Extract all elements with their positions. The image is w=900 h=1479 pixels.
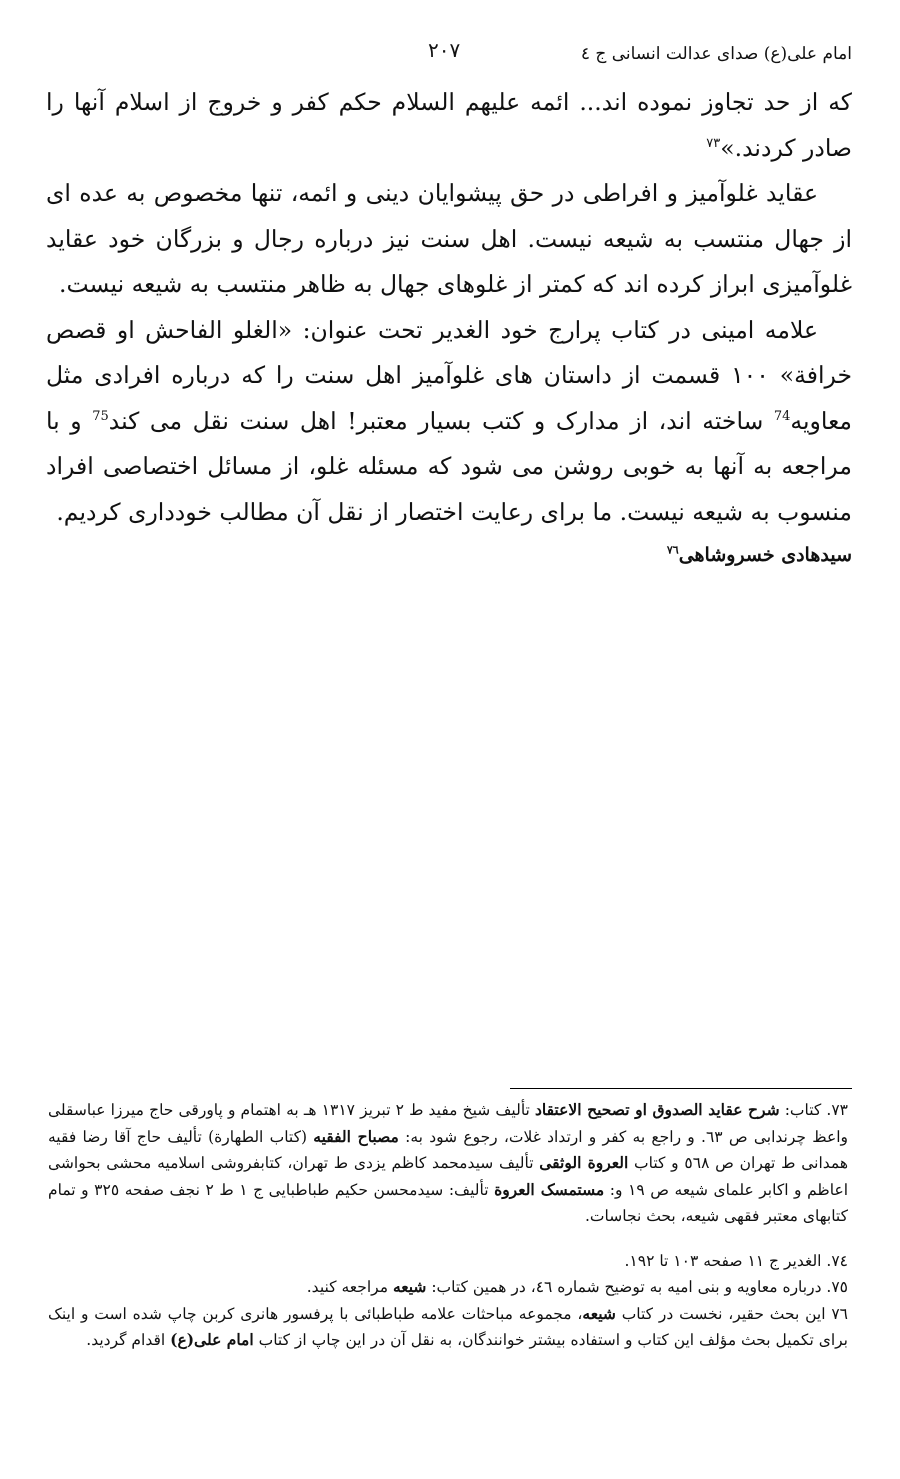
footnote-75-text: ٧٥. درباره معاویه و بنی امیه به توضیح شماره ٤٦، در همین کتاب:: [426, 1278, 848, 1296]
running-title: امام علی(ع) صدای عدالت انسانی ج ٤: [580, 44, 852, 64]
footnote-76-text: ٧٦ این بحث حقیر، نخست در کتاب: [615, 1304, 848, 1323]
footnote-75: [48, 1274, 848, 1301]
footnote-divider: [510, 1088, 852, 1089]
footnote-76-book-title: امام علی(ع): [170, 1330, 254, 1349]
footnote-73-text: تألیف شیخ مفید ط ٢ تبریز ١٣١٧ هـ به اهتمام و پاورقی حاج میرزا عباسقلی واعظ چرندابی ص ٦٣. و راجع به کفر و ارتداد غلات، رجوع شود به:: [48, 1101, 848, 1146]
footnote-73-book-title: شرح عقاید الصدوق او تصحیح الاعتقاد: [534, 1100, 780, 1119]
author-signature: [46, 535, 852, 575]
footnote-74: ٧٤. الغدیر ج ١١ صفحه ١٠٣ تا ١٩٢.: [624, 1251, 848, 1270]
footnote-ref-75: 75: [92, 408, 109, 424]
footnotes: [48, 1097, 848, 1354]
page-header: [0, 38, 900, 74]
page-number: ٢٠٧: [428, 38, 461, 62]
footnote-ref-73: ٧٣: [706, 135, 721, 151]
footnote-73-text: تألیف سیدمحمد کاظم یزدی ط تهران، کتابفروشی اسلامیه محشی بحواشی اعاظم و اکابر علمای شیعه ص ١٩ و:: [48, 1154, 849, 1199]
footnote-73-text: ٧٣. کتاب:: [779, 1101, 848, 1119]
signature-name: سیدهادی خسروشاهی: [678, 544, 852, 566]
footnote-73-text: تألیف: سیدمحسن حکیم طباطبایی ج ١ ط ٢ نجف صفحه ٣٢٥ و تمام کتابهای معتبر فقهی شیعه، بحث نجاسات.: [48, 1180, 848, 1225]
footnote-76-text: ، مجموعه مباحثات علامه طباطبائی با پرفسور هانری کربن چاپ شده است و اینک برای تکمیل بحث مؤلف این کتاب و استفاده بیشتر خوانندگان، به نقل آن در این چاپ از کتاب: [48, 1304, 848, 1349]
footnote-ref-76: ٧٦: [666, 543, 679, 557]
main-text: [46, 80, 852, 575]
paragraph-1: [46, 80, 852, 171]
footnote-73: [48, 1097, 848, 1230]
paragraph-3-text-c: و با مراجعه به آنها به خوبی روشن می شود که مسئله غلو، از مسائل اختصاصی افراد منسوب به شیعه نیست. ما برای رعایت اختصار از نقل آن مطالب خودداری کردیم.: [46, 406, 852, 526]
paragraph-3: [46, 308, 852, 536]
paragraph-3-text-b: ساخته اند، از مدارک و کتب بسیار معتبر! اهل سنت نقل می کند: [108, 406, 774, 435]
footnote-76-book-title: شیعه: [582, 1303, 616, 1323]
paragraph-3-text-a: علامه امینی در کتاب پرارج خود الغدیر تحت عنوان: «الغلو الفاحش او قصص خرافة» ١٠٠ قسمت از داستان های غلوآمیز اهل سنت را که درباره افرادی مثل معاویه: [46, 315, 852, 435]
footnote-73-book-title: مستمسک العروة: [494, 1179, 605, 1199]
footnote-76: [48, 1301, 848, 1354]
paragraph-2: عقاید غلوآمیز و افراطی در حق پیشوایان دینی و ائمه، تنها مخصوص به عده ای از جهال منتسب به شیعه نیست. اهل سنت نیز درباره رجال و بزرگان خود عقاید غلوآمیزی ابراز کرده اند که کمتر از غلوهای جهال به ظاهر منتسب به شیعه نیست.: [46, 179, 852, 298]
paragraph-1-text: که از حد تجاوز نموده اند... ائمه علیهم السلام حکم کفر و خروج از اسلام آنها را صادر کردند.»: [46, 88, 852, 162]
footnote-76-text: اقدام گردید.: [86, 1331, 171, 1349]
footnote-ref-74: 74: [773, 408, 791, 424]
footnote-75-text: مراجعه کنید.: [306, 1278, 393, 1296]
footnote-73-book-title: مصباح الفقیه: [313, 1126, 399, 1146]
footnote-73-text: (کتاب الطهارة) تألیف حاج آقا رضا فقیه همدانی ط تهران ص ٥٦٨ و کتاب: [48, 1127, 849, 1172]
footnote-73-book-title: العروة الوثقی: [539, 1153, 629, 1172]
footnote-75-book-title: شیعه: [392, 1277, 427, 1296]
